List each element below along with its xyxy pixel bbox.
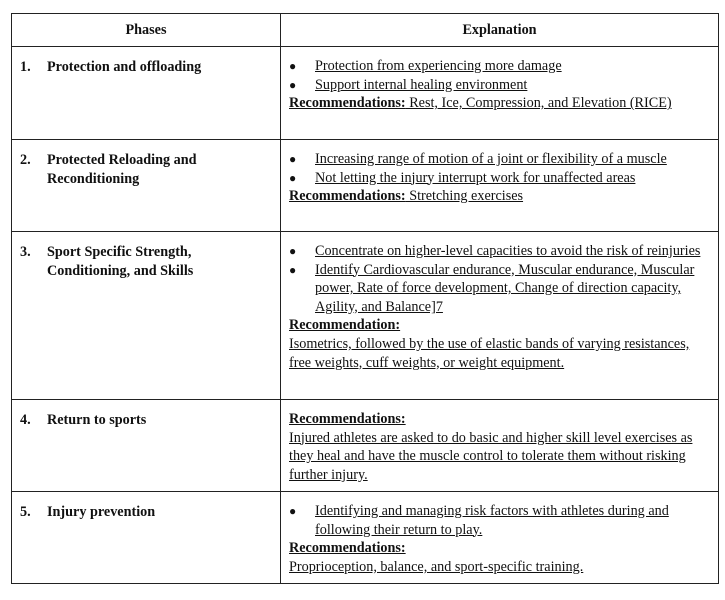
explanation-cell bbox=[281, 140, 719, 232]
list-item: ● Support internal healing environment bbox=[289, 76, 528, 93]
phase-cell bbox=[12, 140, 281, 232]
recommendation-label: Recommendations: bbox=[289, 95, 406, 112]
header-phases: Phases bbox=[12, 14, 281, 47]
bullet-list bbox=[289, 502, 710, 539]
recommendation bbox=[289, 94, 710, 113]
recommendation-text: Injured athletes are asked to do basic and higher skill level exercises as they heal and have the muscle control to tolerate them without risking further injury. bbox=[289, 429, 693, 483]
list-item: ● Not letting the injury interrupt work for unaffected areas bbox=[289, 169, 636, 186]
bullet-icon: ● bbox=[289, 170, 297, 185]
bullet-icon: ● bbox=[289, 504, 297, 518]
phase-cell bbox=[12, 232, 281, 400]
explanation-cell bbox=[281, 47, 719, 140]
bullet-icon: ● bbox=[289, 152, 297, 166]
table-row bbox=[12, 400, 719, 492]
phase-number: 5. bbox=[20, 504, 31, 520]
explanation-cell bbox=[281, 492, 719, 584]
phase-cell bbox=[12, 47, 281, 140]
list-item: ● Identifying and managing risk factors with athletes during and following their return to play. bbox=[289, 503, 669, 538]
bullet-icon: ● bbox=[289, 262, 297, 277]
recommendation bbox=[289, 316, 710, 335]
table-row bbox=[12, 492, 719, 584]
explanation-cell bbox=[281, 400, 719, 492]
explanation-cell bbox=[281, 232, 719, 400]
phase-number: 3. bbox=[20, 244, 31, 260]
table-row bbox=[12, 232, 719, 400]
recommendation-label: Recommendations: bbox=[289, 188, 406, 205]
recommendation-label: Recommendations: bbox=[289, 411, 406, 427]
bullet-icon: ● bbox=[289, 244, 297, 258]
phase-number: 1. bbox=[20, 59, 31, 75]
phase-number: 4. bbox=[20, 412, 31, 428]
recommendation-text: Proprioception, balance, and sport-specific training. bbox=[289, 558, 584, 575]
phases-table bbox=[11, 13, 719, 584]
phase-number: 2. bbox=[20, 152, 31, 168]
list-item: ● Concentrate on higher-level capacities to avoid the risk of reinjuries bbox=[289, 243, 701, 259]
phase-name: Protection and offloading bbox=[47, 59, 202, 75]
list-item: ● Increasing range of motion of a joint or flexibility of a muscle bbox=[289, 151, 667, 167]
phase-cell bbox=[12, 400, 281, 492]
phase-name: Protected Reloading and Reconditioning bbox=[47, 152, 197, 187]
header-row bbox=[12, 14, 719, 47]
recommendation-label: Recommendation: bbox=[289, 317, 401, 334]
phase-name: Sport Specific Strength, Conditioning, and Skills bbox=[47, 244, 194, 279]
recommendation-text: Stretching exercises bbox=[405, 188, 524, 205]
list-item: ● Identify Cardiovascular endurance, Muscular endurance, Muscular power, Rate of force development, Change of direction capacity, Agility, and Balance]7 bbox=[289, 261, 695, 315]
bullet-list bbox=[289, 150, 710, 187]
recommendation-text: Rest, Ice, Compression, and Elevation (RICE) bbox=[405, 95, 672, 112]
bullet-list bbox=[289, 57, 710, 94]
list-item: ● Protection from experiencing more damage bbox=[289, 58, 562, 74]
table-row bbox=[12, 47, 719, 140]
bullet-list bbox=[289, 242, 710, 316]
recommendation-text: Isometrics, followed by the use of elastic bands of varying resistances, free weights, cuff weights, or weight equipment. bbox=[289, 335, 690, 371]
recommendation bbox=[289, 410, 710, 429]
phase-name: Return to sports bbox=[47, 412, 147, 428]
phase-cell bbox=[12, 492, 281, 584]
phase-name: Injury prevention bbox=[47, 504, 156, 520]
bullet-icon: ● bbox=[289, 77, 297, 92]
header-explanation: Explanation bbox=[281, 14, 719, 47]
recommendation bbox=[289, 187, 710, 206]
recommendation-label: Recommendations: bbox=[289, 540, 406, 557]
table-row bbox=[12, 140, 719, 232]
recommendation bbox=[289, 539, 710, 558]
bullet-icon: ● bbox=[289, 59, 297, 73]
